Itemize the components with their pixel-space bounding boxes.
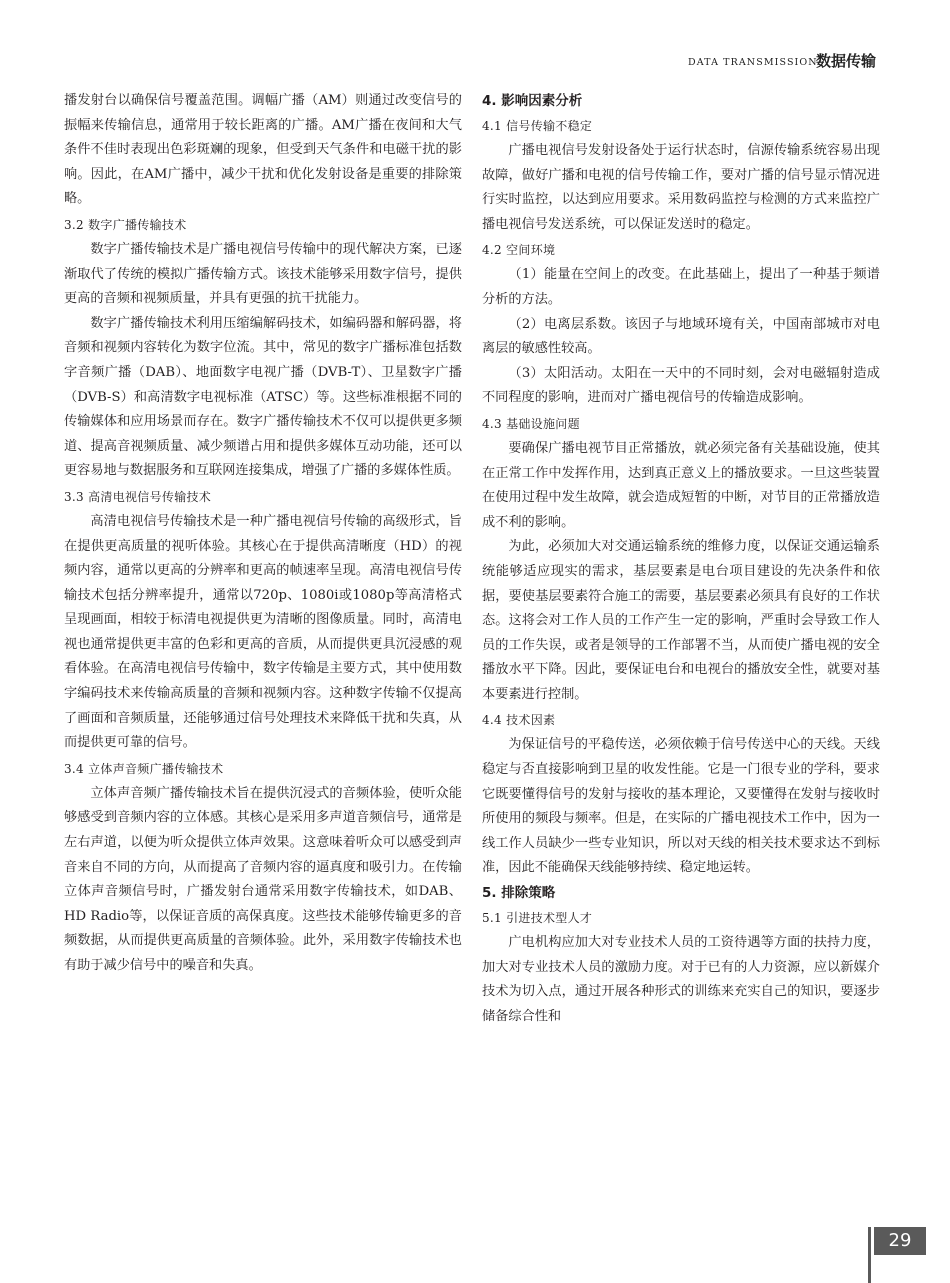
journal-section-title: 数据传输 [816,52,877,70]
right-column [482,89,880,1029]
subsection-heading-3-4: 3.4 立体声音频广播传输技术 [64,761,224,776]
subsection-heading-3-3: 3.3 高清电视信号传输技术 [64,489,212,504]
paragraph: 数字广播传输技术利用压缩编解码技术，如编码器和解码器，将音频和视频内容转化为数字位流。其中，常见的数字广播标准包括数字音频广播（DAB）、地面数字电视广播（DVB-T）、卫星数字广播（DVB-S）和高清数字电视标准（ATSC）等。这些标准根据不同的传输媒体和应用场景而存在。数字广播传输技术不仅可以提供更多频道、提高音视频质量、减少频谱占用和提供多媒体互动功能，还可以更容易地与数据服务和互联网连接集成，增强了广播的多媒体性质。 [64,315,462,479]
subsection-heading-5-1: 5.1 引进技术型人才 [482,911,593,926]
section-heading-5: 5. 排除策略 [482,885,556,902]
left-column [64,89,462,979]
paragraph: （3）太阳活动。太阳在一天中的不同时刻，会对电磁辐射造成不同程度的影响，进而对广播电视信号的传输造成影响。 [482,365,880,406]
section-heading-4: 4. 影响因素分析 [482,93,583,109]
paragraph: 立体声音频广播传输技术旨在提供沉浸式的音频体验，使听众能够感受到音频内容的立体感。其核心是采用多声道音频信号，通常是左右声道，以便为听众提供立体声效果。这意味着听众可以感受到声音来自不同的方向，从而提高了音频内容的逼真度和吸引力。在传输立体声音频信号时，广播发射台通常采用数字传输技术，如DAB、HD Radio等，以保证音质的高保真度。这些技术能够传输更多的音频数据，从而提供更高质量的音频体验。此外，采用数字传输技术也有助于减少信号中的噪音和失真。 [64,785,462,973]
page-edge-bar [868,1227,871,1283]
paragraph: （2）电离层系数。该因子与地域环境有关，中国南部城市对电离层的敏感性较高。 [482,316,880,357]
paragraph: 为此，必须加大对交通运输系统的维修力度，以保证交通运输系统能够适应现实的需求，基层要素是电台项目建设的先决条件和依据，要使基层要素符合施工的需要，基层要素必须具有良好的工作状态。这将会对工作人员的工作产生一定的影响，严重时会导致工作人员的工作失误，或者是领导的工作部署不当，从而使广播电视的安全播放水平下降。因此，要保证电台和电视台的播放安全性，就要对基本要素进行控制。 [482,539,880,702]
paragraph: 为保证信号的平稳传送，必须依赖于信号传送中心的天线。天线稳定与否直接影响到卫星的收发性能。它是一门很专业的学科，要求它既要懂得信号的发射与接收的基本理论，又要懂得在发射与接收时所使用的频段与频率。但是，在实际的广播电视技术工作中，因为一线工作人员缺少一些专业知识，所以对天线的相关技术要求达不到标准，因此不能确保天线能够持续、稳定地运转。 [482,737,880,876]
subsection-heading-3-2: 3.2 数字广播传输技术 [64,217,187,232]
paragraph: 高清电视信号传输技术是一种广播电视信号传输的高级形式，旨在提供更高质量的视听体验。其核心在于提供高清晰度（HD）的视频内容，通常以更高的分辨率和更高的帧速率呈现。高清电视信号传输技术包括分辨率提升，通常以720p、1080i或1080p等高清格式呈现画面，相较于标清电视提供更为清晰的图像质量。同时，高清电视也通常提供更丰富的色彩和更高的音质，从而提供更具沉浸感的观看体验。在高清电视信号传输中，数字传输是主要方式，其中使用数字编码技术来传输高质量的音频和视频内容。这种数字传输不仅提高了画面和音频质量，还能够通过信号处理技术来降低干扰和失真，从而提供更可靠的信号。 [64,513,462,751]
paragraph-intro-continued: 播发射台以确保信号覆盖范围。调幅广播（AM）则通过改变信号的振幅来传输信息，通常用于较长距离的广播。AM广播在夜间和大气条件不佳时表现出色彩斑斓的现象，但受到天气条件和电磁干扰的影响。因此，在AM广播中，减少干扰和优化发射设备是重要的排除策略。 [64,93,462,207]
subsection-heading-4-3: 4.3 基础设施问题 [482,416,580,431]
journal-section-label: DATA TRANSMISSION [688,57,818,68]
paragraph: 要确保广播电视节目正常播放，就必须完备有关基础设施，使其在正常工作中发挥作用，达到真正意义上的播放要求。一旦这些装置在使用过程中发生故障，就会造成短暂的中断，对节目的正常播放造成不利的影响。 [482,440,880,530]
page-number: 29 [874,1227,926,1255]
paragraph: 广播电视信号发射设备处于运行状态时，信源传输系统容易出现故障，做好广播和电视的信号传输工作，要对广播的信号显示情况进行实时监控，以达到应用要求。采用数码监控与检测的方式来监控广播电视信号发送系统，可以保证发送时的稳定。 [482,143,880,232]
subsection-heading-4-1: 4.1 信号传输不稳定 [482,119,593,133]
paragraph: （1）能量在空间上的改变。在此基础上，提出了一种基于频谱分析的方法。 [482,267,880,307]
subsection-heading-4-4: 4.4 技术因素 [482,713,556,728]
paragraph: 数字广播传输技术是广播电视信号传输中的现代解决方案，已逐渐取代了传统的模拟广播传输方式。该技术能够采用数字信号，提供更高的音频和视频质量，并具有更强的抗干扰能力。 [64,241,462,307]
paragraph: 广电机构应加大对专业技术人员的工资待遇等方面的扶持力度，加大对专业技术人员的激励力度。对于已有的人力资源，应以新媒介技术为切入点，通过开展各种形式的训练来充实自己的知识，要逐步储备综合性和 [482,935,880,1024]
subsection-heading-4-2: 4.2 空间环境 [482,243,556,258]
